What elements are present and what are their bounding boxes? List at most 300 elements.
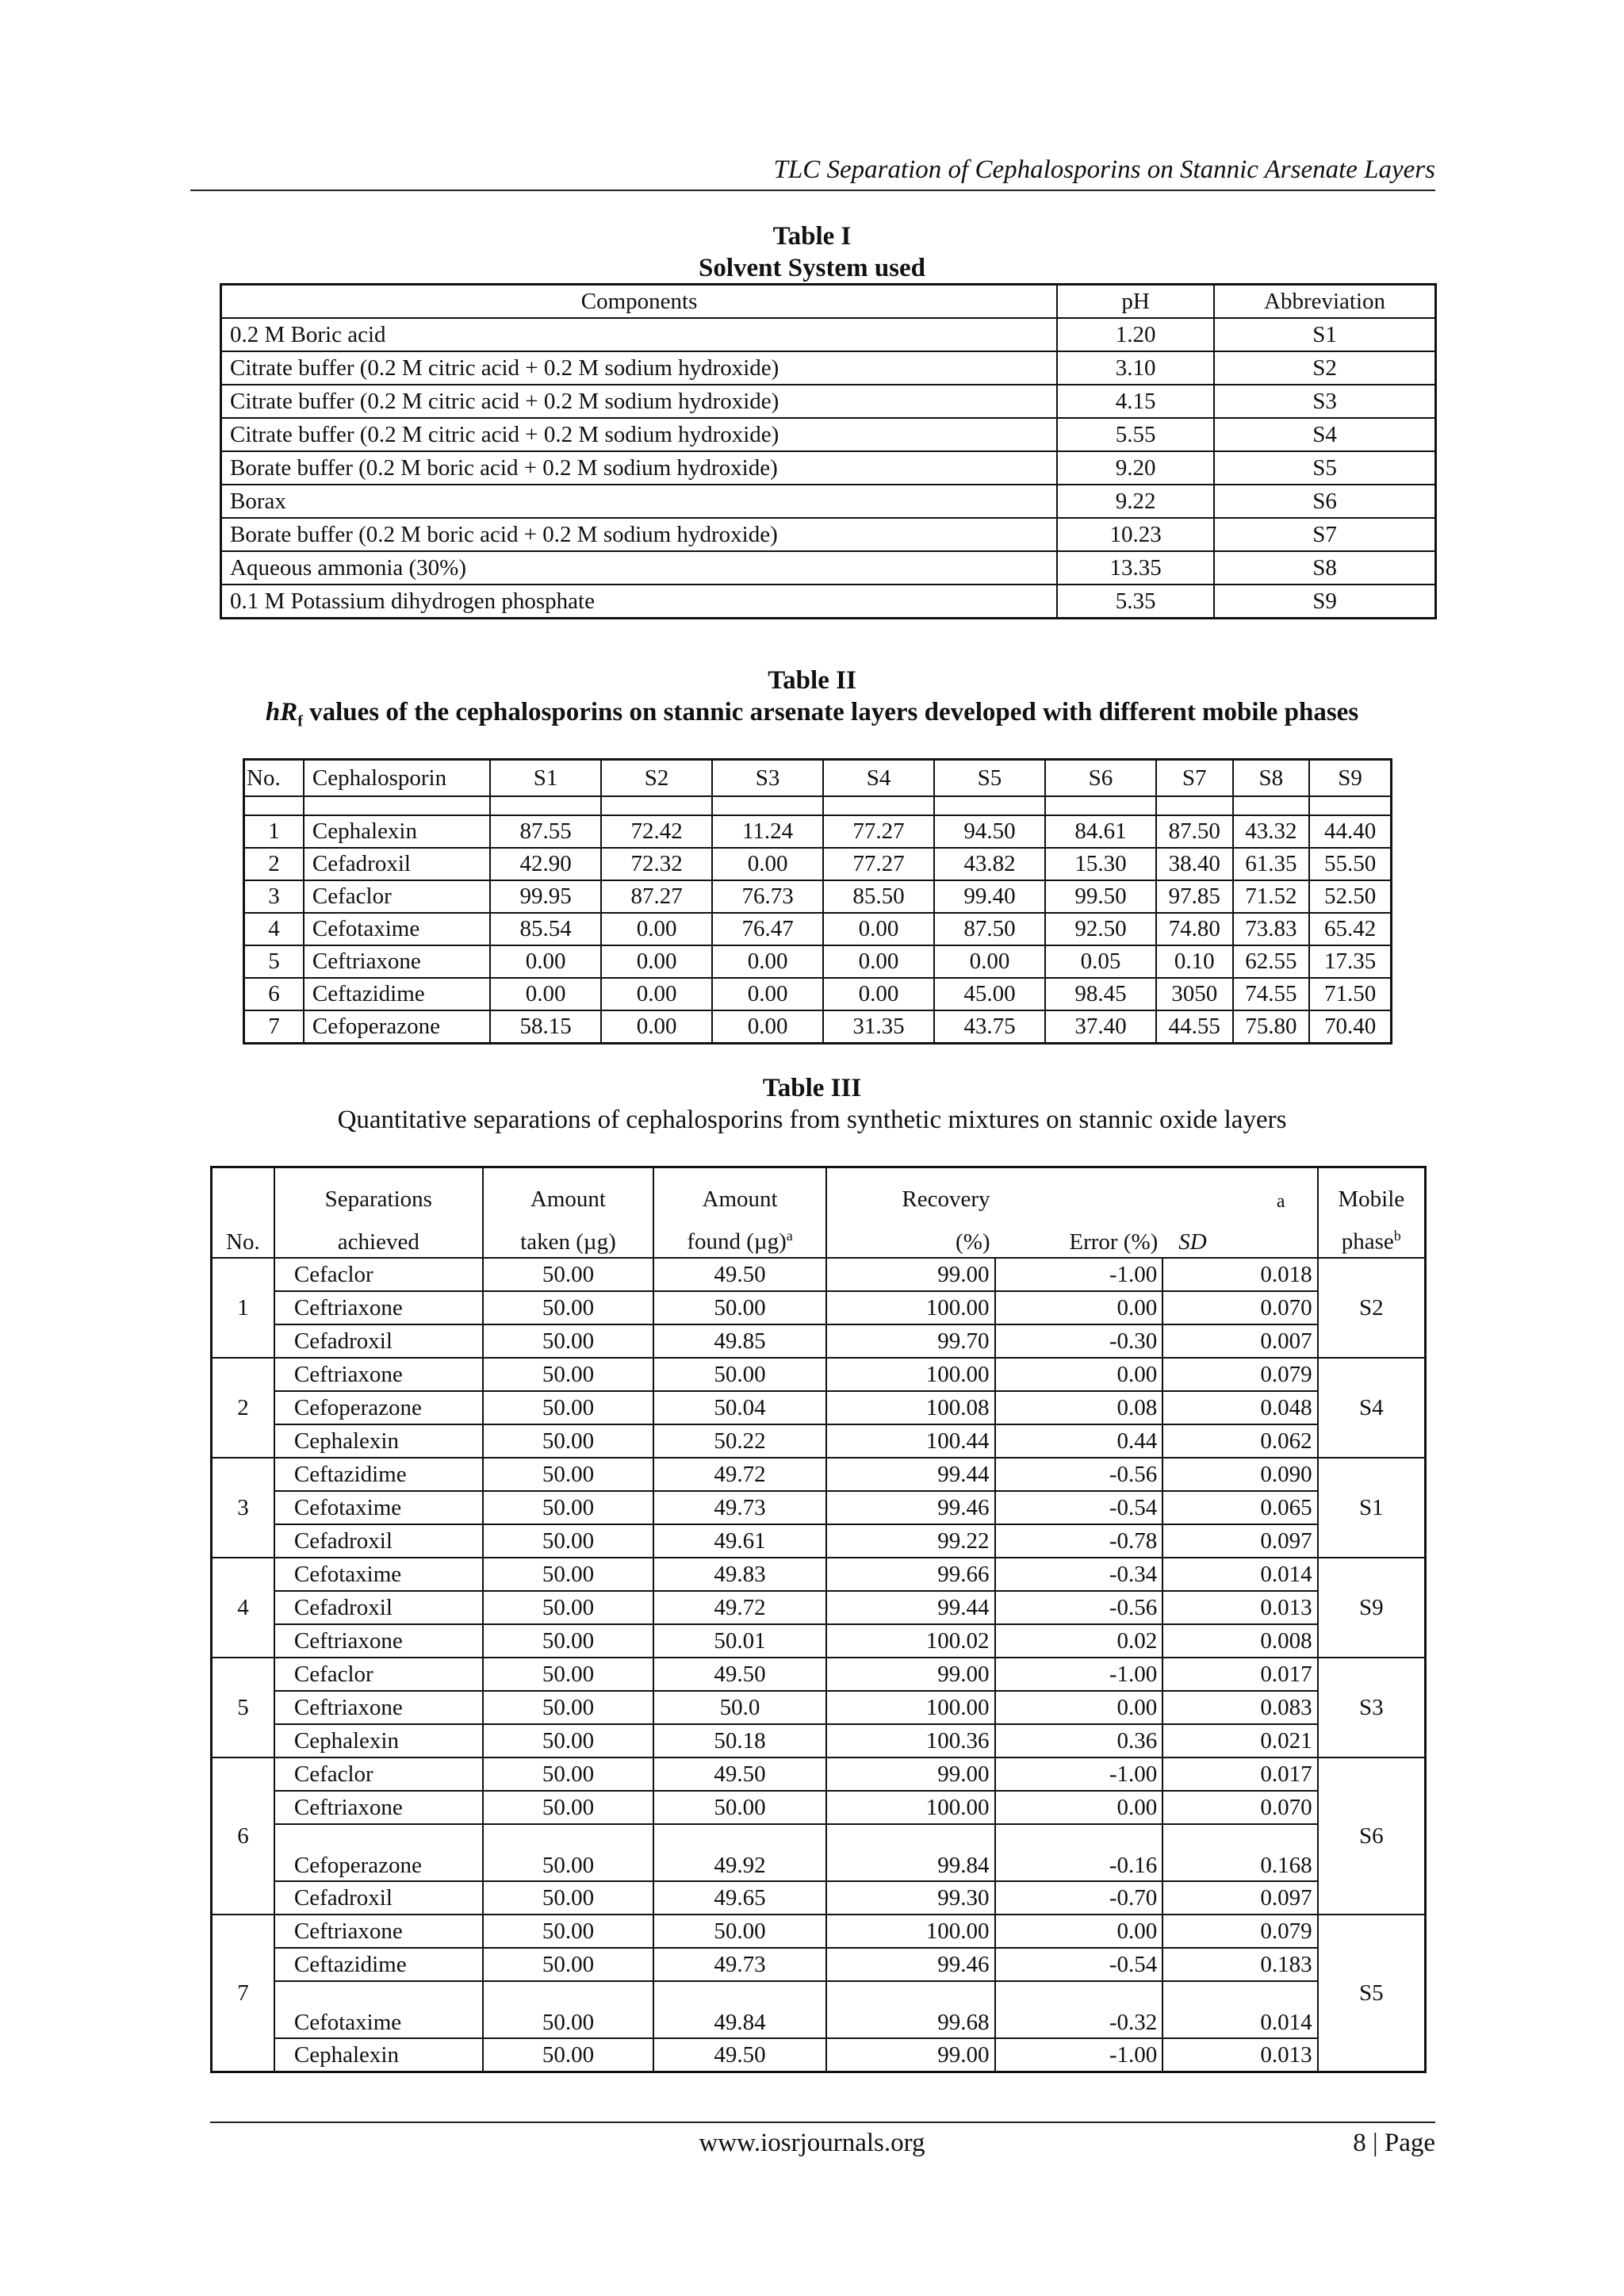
abbreviation-cell: S8 <box>1214 551 1435 585</box>
ph-cell: 5.35 <box>1057 585 1214 619</box>
mobile-phase: S1 <box>1318 1458 1426 1558</box>
sd: 0.070 <box>1162 1791 1317 1824</box>
table-row <box>221 518 1436 551</box>
error: -0.70 <box>995 1881 1163 1915</box>
table-row <box>221 551 1436 585</box>
column-header <box>653 1211 826 1258</box>
column-header <box>212 1167 274 1212</box>
recovery: 99.44 <box>826 1458 995 1491</box>
table-row <box>212 1724 1426 1757</box>
table-row <box>212 1915 1426 1948</box>
recovery: 99.84 <box>826 1824 995 1881</box>
amount-found: 49.50 <box>653 1258 826 1291</box>
column-header: a <box>1162 1167 1317 1212</box>
table2-title: values of the cephalosporins on stannic arsenate layers developed with different mobile phases <box>302 698 1359 726</box>
column-header: S5 <box>934 760 1045 797</box>
recovery: 99.00 <box>826 1658 995 1691</box>
cephalosporin-name: Cefaclor <box>304 880 490 913</box>
table-row <box>221 385 1436 418</box>
separation-name: Cefadroxil <box>274 1591 483 1624</box>
footnote-marker: a <box>786 1228 793 1244</box>
separation-name: Ceftazidime <box>274 1458 483 1491</box>
recovery: 100.00 <box>826 1358 995 1391</box>
hrf-value: 0.00 <box>601 978 712 1010</box>
column-header: pH <box>1057 285 1214 319</box>
column-header: S2 <box>601 760 712 797</box>
recovery: 100.00 <box>826 1915 995 1948</box>
abbreviation-cell: S2 <box>1214 351 1435 385</box>
component-cell: 0.1 M Potassium dihydrogen phosphate <box>221 585 1058 619</box>
component-cell: Borate buffer (0.2 M boric acid + 0.2 M sodium hydroxide) <box>221 451 1058 485</box>
column-header: S9 <box>1309 760 1391 797</box>
cephalosporin-name: Cefadroxil <box>304 848 490 880</box>
hrf-value: 84.61 <box>1045 815 1156 848</box>
amount-taken: 50.00 <box>483 1915 653 1948</box>
hrf-value: 17.35 <box>1309 945 1391 978</box>
error: 0.00 <box>995 1791 1163 1824</box>
table2-caption <box>0 665 1624 738</box>
amount-taken: 50.00 <box>483 1948 653 1981</box>
separation-name: Cefoperazone <box>274 1391 483 1424</box>
sd: 0.018 <box>1162 1258 1317 1291</box>
amount-taken: 50.00 <box>483 2038 653 2072</box>
table-row <box>221 585 1436 619</box>
table-row <box>212 1658 1426 1691</box>
hrf-value: 0.05 <box>1045 945 1156 978</box>
recovery: 100.44 <box>826 1424 995 1458</box>
error: 0.00 <box>995 1691 1163 1724</box>
row-number: 7 <box>244 1010 304 1044</box>
table-row <box>244 815 1392 848</box>
sd: 0.048 <box>1162 1391 1317 1424</box>
abbreviation-cell: S7 <box>1214 518 1435 551</box>
table2-hrf-values <box>243 758 1392 1045</box>
amount-taken: 50.00 <box>483 1424 653 1458</box>
spacer-cell <box>934 796 1045 815</box>
sd: 0.183 <box>1162 1948 1317 1981</box>
column-header: Abbreviation <box>1214 285 1435 319</box>
amount-taken: 50.00 <box>483 1324 653 1358</box>
amount-found: 50.04 <box>653 1391 826 1424</box>
column-header: Separations <box>274 1167 483 1212</box>
column-header-text: (%) <box>956 1229 990 1255</box>
error: -0.56 <box>995 1591 1163 1624</box>
recovery: 100.02 <box>826 1624 995 1658</box>
separation-name: Cefaclor <box>274 1757 483 1791</box>
sd: 0.079 <box>1162 1915 1317 1948</box>
table2-title-sub: f <box>297 712 303 730</box>
hrf-value: 45.00 <box>934 978 1045 1010</box>
sd: 0.079 <box>1162 1358 1317 1391</box>
row-number: 5 <box>244 945 304 978</box>
component-cell: Citrate buffer (0.2 M citric acid + 0.2 M sodium hydroxide) <box>221 418 1058 451</box>
recovery: 99.66 <box>826 1558 995 1591</box>
amount-taken: 50.00 <box>483 1624 653 1658</box>
hrf-value: 0.00 <box>601 913 712 945</box>
table-row <box>212 1981 1426 2038</box>
amount-found: 49.83 <box>653 1558 826 1591</box>
amount-taken: 50.00 <box>483 1881 653 1915</box>
amount-taken: 50.00 <box>483 1757 653 1791</box>
cephalosporin-name: Cephalexin <box>304 815 490 848</box>
recovery: 99.70 <box>826 1324 995 1358</box>
error: -1.00 <box>995 2038 1163 2072</box>
error: 0.44 <box>995 1424 1163 1458</box>
column-header: No. <box>244 760 304 797</box>
error: -0.34 <box>995 1558 1163 1591</box>
row-number: 4 <box>244 913 304 945</box>
column-header-text: achieved <box>337 1229 419 1255</box>
hrf-value: 61.35 <box>1233 848 1310 880</box>
amount-taken: 50.00 <box>483 1391 653 1424</box>
hrf-value: 58.15 <box>490 1010 601 1044</box>
hrf-value: 0.00 <box>712 945 823 978</box>
group-number: 6 <box>212 1757 274 1915</box>
hrf-value: 0.00 <box>601 1010 712 1044</box>
table2-title-hr: hR <box>265 698 298 726</box>
cephalosporin-name: Ceftazidime <box>304 978 490 1010</box>
hrf-value: 77.27 <box>823 848 934 880</box>
separation-name: Cefoperazone <box>274 1824 483 1881</box>
spacer-cell <box>1045 796 1156 815</box>
hrf-value: 43.82 <box>934 848 1045 880</box>
table1-label: Table I <box>772 222 852 251</box>
hrf-value: 99.50 <box>1045 880 1156 913</box>
error: -0.56 <box>995 1458 1163 1491</box>
recovery: 100.00 <box>826 1691 995 1724</box>
sd: 0.013 <box>1162 1591 1317 1624</box>
ph-cell: 1.20 <box>1057 318 1214 351</box>
spacer-cell <box>823 796 934 815</box>
sd: 0.097 <box>1162 1881 1317 1915</box>
column-header: Amount <box>653 1167 826 1212</box>
sd: 0.070 <box>1162 1291 1317 1324</box>
column-header-text: No. <box>226 1229 260 1255</box>
amount-found: 49.50 <box>653 1658 826 1691</box>
cephalosporin-name: Cefotaxime <box>304 913 490 945</box>
hrf-value: 0.00 <box>823 945 934 978</box>
spacer-cell <box>1233 796 1310 815</box>
abbreviation-cell: S6 <box>1214 485 1435 518</box>
table-row <box>212 1948 1426 1981</box>
mobile-phase: S4 <box>1318 1358 1426 1458</box>
recovery: 99.46 <box>826 1948 995 1981</box>
sd: 0.062 <box>1162 1424 1317 1458</box>
abbreviation-cell: S5 <box>1214 451 1435 485</box>
component-cell: Borax <box>221 485 1058 518</box>
component-cell: Aqueous ammonia (30%) <box>221 551 1058 585</box>
footer-page-number: 8 | Page <box>1353 2129 1435 2157</box>
spacer-cell <box>244 796 304 815</box>
separation-name: Cefadroxil <box>274 1324 483 1358</box>
group-number: 2 <box>212 1358 274 1458</box>
hrf-value: 98.45 <box>1045 978 1156 1010</box>
amount-found: 49.72 <box>653 1458 826 1491</box>
separation-name: Cefadroxil <box>274 1881 483 1915</box>
hrf-value: 76.47 <box>712 913 823 945</box>
group-number: 5 <box>212 1658 274 1757</box>
hrf-value: 85.50 <box>823 880 934 913</box>
hrf-value: 31.35 <box>823 1010 934 1044</box>
column-header-text: taken (µg) <box>520 1229 616 1255</box>
sd: 0.014 <box>1162 1981 1317 2038</box>
table-row <box>221 418 1436 451</box>
ph-cell: 9.20 <box>1057 451 1214 485</box>
error: 0.00 <box>995 1915 1163 1948</box>
recovery: 100.00 <box>826 1291 995 1324</box>
mobile-phase: S6 <box>1318 1757 1426 1915</box>
hrf-value: 87.27 <box>601 880 712 913</box>
error: -1.00 <box>995 1757 1163 1791</box>
ph-cell: 4.15 <box>1057 385 1214 418</box>
amount-taken: 50.00 <box>483 1591 653 1624</box>
running-head: TLC Separation of Cephalosporins on Stannic Arsenate Layers <box>773 155 1435 184</box>
recovery: 100.36 <box>826 1724 995 1757</box>
column-header-text: phase <box>1341 1229 1394 1255</box>
hrf-value: 0.00 <box>601 945 712 978</box>
separation-name: Cefaclor <box>274 1258 483 1291</box>
table-row <box>212 1691 1426 1724</box>
recovery: 99.00 <box>826 1258 995 1291</box>
hrf-value: 70.40 <box>1309 1010 1391 1044</box>
mobile-phase: S9 <box>1318 1558 1426 1658</box>
hrf-value: 85.54 <box>490 913 601 945</box>
amount-taken: 50.00 <box>483 1791 653 1824</box>
recovery: 99.00 <box>826 2038 995 2072</box>
hrf-value: 52.50 <box>1309 880 1391 913</box>
abbreviation-cell: S4 <box>1214 418 1435 451</box>
separation-name: Cefadroxil <box>274 1524 483 1558</box>
amount-found: 49.61 <box>653 1524 826 1558</box>
table-row <box>212 1491 1426 1524</box>
table2-label: Table II <box>768 666 856 695</box>
component-cell: Borate buffer (0.2 M boric acid + 0.2 M sodium hydroxide) <box>221 518 1058 551</box>
recovery: 100.08 <box>826 1391 995 1424</box>
sd: 0.017 <box>1162 1658 1317 1691</box>
sd: 0.168 <box>1162 1824 1317 1881</box>
hrf-value: 0.00 <box>823 913 934 945</box>
table-row <box>212 1881 1426 1915</box>
table1-caption <box>0 220 1624 284</box>
hrf-value: 0.00 <box>823 978 934 1010</box>
amount-found: 49.73 <box>653 1948 826 1981</box>
spacer-cell <box>490 796 601 815</box>
mobile-phase: S2 <box>1318 1258 1426 1358</box>
hrf-value: 72.32 <box>601 848 712 880</box>
amount-taken: 50.00 <box>483 1491 653 1524</box>
amount-found: 49.72 <box>653 1591 826 1624</box>
recovery: 99.46 <box>826 1491 995 1524</box>
hrf-value: 73.83 <box>1233 913 1310 945</box>
column-header: S8 <box>1233 760 1310 797</box>
amount-taken: 50.00 <box>483 1358 653 1391</box>
table-row <box>212 1624 1426 1658</box>
recovery: 99.00 <box>826 1757 995 1791</box>
footnote-marker: b <box>1393 1228 1401 1244</box>
hrf-value: 74.80 <box>1156 913 1233 945</box>
hrf-value: 65.42 <box>1309 913 1391 945</box>
sd: 0.013 <box>1162 2038 1317 2072</box>
hrf-value: 74.55 <box>1233 978 1310 1010</box>
column-header <box>995 1167 1163 1212</box>
column-header: S3 <box>712 760 823 797</box>
column-header <box>1318 1211 1426 1258</box>
table-row <box>221 318 1436 351</box>
amount-found: 50.00 <box>653 1915 826 1948</box>
hrf-value: 0.10 <box>1156 945 1233 978</box>
column-header <box>212 1211 274 1258</box>
separation-name: Cefotaxime <box>274 1981 483 2038</box>
hrf-value: 0.00 <box>490 978 601 1010</box>
error: 0.00 <box>995 1358 1163 1391</box>
spacer-cell <box>304 796 490 815</box>
column-header-text: Error (%) <box>1069 1229 1159 1255</box>
hrf-value: 44.40 <box>1309 815 1391 848</box>
group-number: 3 <box>212 1458 274 1558</box>
hrf-value: 55.50 <box>1309 848 1391 880</box>
sd: 0.090 <box>1162 1458 1317 1491</box>
separation-name: Ceftazidime <box>274 1948 483 1981</box>
amount-taken: 50.00 <box>483 1724 653 1757</box>
table-row <box>212 1291 1426 1324</box>
error: -0.32 <box>995 1981 1163 2038</box>
table3-caption <box>0 1072 1624 1136</box>
table-row <box>244 1010 1392 1044</box>
hrf-value: 0.00 <box>712 978 823 1010</box>
table-header-row <box>221 285 1436 319</box>
recovery: 99.44 <box>826 1591 995 1624</box>
row-number: 6 <box>244 978 304 1010</box>
amount-found: 50.00 <box>653 1791 826 1824</box>
separation-name: Cephalexin <box>274 1424 483 1458</box>
column-header: Recovery <box>826 1167 995 1212</box>
table-row <box>212 2038 1426 2072</box>
error: -1.00 <box>995 1258 1163 1291</box>
table-header-row <box>212 1211 1426 1258</box>
error: -0.54 <box>995 1491 1163 1524</box>
amount-found: 49.85 <box>653 1324 826 1358</box>
amount-found: 49.73 <box>653 1491 826 1524</box>
sd: 0.097 <box>1162 1524 1317 1558</box>
abbreviation-cell: S9 <box>1214 585 1435 619</box>
amount-found: 50.00 <box>653 1358 826 1391</box>
group-number: 7 <box>212 1915 274 2072</box>
cephalosporin-name: Ceftriaxone <box>304 945 490 978</box>
hrf-value: 76.73 <box>712 880 823 913</box>
hrf-value: 43.75 <box>934 1010 1045 1044</box>
hrf-value: 62.55 <box>1233 945 1310 978</box>
header-rule <box>190 190 1435 191</box>
separation-name: Ceftriaxone <box>274 1915 483 1948</box>
table-header-row <box>244 760 1392 797</box>
recovery: 99.30 <box>826 1881 995 1915</box>
error: 0.08 <box>995 1391 1163 1424</box>
error: -0.30 <box>995 1324 1163 1358</box>
error: 0.02 <box>995 1624 1163 1658</box>
table-row <box>244 880 1392 913</box>
spacer-cell <box>601 796 712 815</box>
amount-taken: 50.00 <box>483 1258 653 1291</box>
separation-name: Ceftriaxone <box>274 1358 483 1391</box>
hrf-value: 38.40 <box>1156 848 1233 880</box>
amount-found: 49.50 <box>653 1757 826 1791</box>
amount-found: 50.00 <box>653 1291 826 1324</box>
amount-taken: 50.00 <box>483 1658 653 1691</box>
table-row <box>221 351 1436 385</box>
spacer-cell <box>712 796 823 815</box>
amount-taken: 50.00 <box>483 1458 653 1491</box>
hrf-value: 72.42 <box>601 815 712 848</box>
hrf-value: 97.85 <box>1156 880 1233 913</box>
amount-found: 49.84 <box>653 1981 826 2038</box>
error: 0.00 <box>995 1291 1163 1324</box>
abbreviation-cell: S3 <box>1214 385 1435 418</box>
row-number: 2 <box>244 848 304 880</box>
hrf-value: 3050 <box>1156 978 1233 1010</box>
row-number: 1 <box>244 815 304 848</box>
column-header: Amount <box>483 1167 653 1212</box>
recovery: 99.22 <box>826 1524 995 1558</box>
sd: 0.008 <box>1162 1624 1317 1658</box>
column-header <box>274 1211 483 1258</box>
column-header: Mobile <box>1318 1167 1426 1212</box>
hrf-value: 0.00 <box>712 848 823 880</box>
table-row <box>212 1791 1426 1824</box>
table-row <box>212 1458 1426 1491</box>
sd: 0.083 <box>1162 1691 1317 1724</box>
table-row <box>212 1424 1426 1458</box>
footer-rule <box>210 2122 1435 2123</box>
amount-found: 50.0 <box>653 1691 826 1724</box>
table-row <box>244 978 1392 1010</box>
hrf-value: 0.00 <box>934 945 1045 978</box>
amount-found: 50.22 <box>653 1424 826 1458</box>
ph-cell: 3.10 <box>1057 351 1214 385</box>
table-row <box>212 1524 1426 1558</box>
table1-title: Solvent System used <box>698 254 926 282</box>
amount-taken: 50.00 <box>483 1691 653 1724</box>
separation-name: Cephalexin <box>274 1724 483 1757</box>
error: -0.54 <box>995 1948 1163 1981</box>
table-row <box>212 1824 1426 1881</box>
table-row <box>221 451 1436 485</box>
amount-found: 50.01 <box>653 1624 826 1658</box>
amount-found: 49.65 <box>653 1881 826 1915</box>
hrf-value: 42.90 <box>490 848 601 880</box>
mobile-phase: S3 <box>1318 1658 1426 1757</box>
abbreviation-cell: S1 <box>1214 318 1435 351</box>
recovery: 100.00 <box>826 1791 995 1824</box>
error: -1.00 <box>995 1658 1163 1691</box>
component-cell: 0.2 M Boric acid <box>221 318 1058 351</box>
recovery: 99.68 <box>826 1981 995 2038</box>
separation-name: Ceftriaxone <box>274 1291 483 1324</box>
column-header-text: SD <box>1178 1229 1207 1255</box>
spacer-cell <box>1309 796 1391 815</box>
error: -0.16 <box>995 1824 1163 1881</box>
group-number: 1 <box>212 1258 274 1358</box>
hrf-value: 37.40 <box>1045 1010 1156 1044</box>
table3-title: Quantitative separations of cephalosporins from synthetic mixtures on stannic oxide layers <box>337 1106 1287 1134</box>
amount-taken: 50.00 <box>483 1524 653 1558</box>
separation-name: Cefaclor <box>274 1658 483 1691</box>
hrf-value: 0.00 <box>490 945 601 978</box>
column-header-text: found (µg) <box>687 1229 787 1255</box>
ph-cell: 10.23 <box>1057 518 1214 551</box>
sd: 0.014 <box>1162 1558 1317 1591</box>
table-row <box>212 1591 1426 1624</box>
ph-cell: 13.35 <box>1057 551 1214 585</box>
